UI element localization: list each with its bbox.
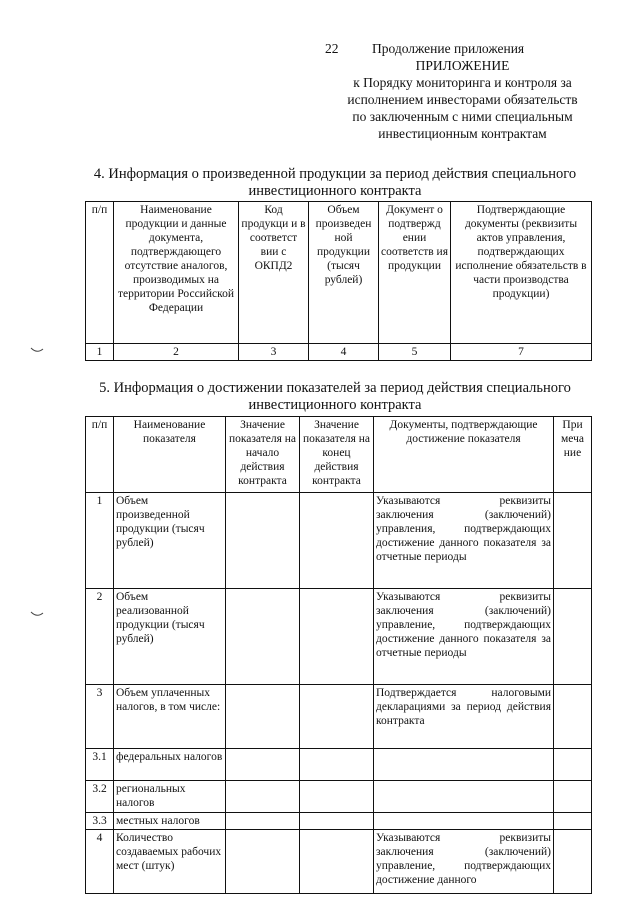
row-number: 4 <box>86 830 114 894</box>
start-value-cell <box>226 781 300 813</box>
start-value-cell <box>226 685 300 749</box>
notes-cell <box>554 830 592 894</box>
end-value-cell <box>300 830 374 894</box>
section5-title <box>80 380 590 414</box>
indicator-name: Количество создаваемых рабочих мест (штук) <box>114 830 226 894</box>
section4-table <box>85 201 592 361</box>
s4-header-code: Код продукци и в соответст вии с ОКПД2 <box>239 202 309 344</box>
start-value-cell <box>226 830 300 894</box>
s4-colnum: 2 <box>114 344 239 361</box>
table-row <box>86 813 592 830</box>
s5-header-start-value: Значение показателя на начало действия контракта <box>226 417 300 493</box>
indicator-name: региональных налогов <box>114 781 226 813</box>
s4-colnum: 3 <box>239 344 309 361</box>
s4-colnum: 7 <box>451 344 592 361</box>
documents-cell: Подтверждается налоговыми декларациями за период действия контракта <box>374 685 554 749</box>
row-number: 3.3 <box>86 813 114 830</box>
documents-cell: Указываются реквизиты заключения (заключений) управление, подтверждающих достижение данного <box>374 830 554 894</box>
row-number: 3.1 <box>86 749 114 781</box>
s5-header-name: Наименование показателя <box>114 417 226 493</box>
notes-cell <box>554 589 592 685</box>
s4-header-num: п/п <box>86 202 114 344</box>
s5-header-end-value: Значение показателя на конец действия контракта <box>300 417 374 493</box>
section5-table <box>85 416 592 894</box>
end-value-cell <box>300 589 374 685</box>
table-row <box>86 830 592 894</box>
scan-mark <box>30 610 44 618</box>
table-row <box>86 589 592 685</box>
appendix-label: ПРИЛОЖЕНИЕ <box>415 58 510 73</box>
notes-cell <box>554 685 592 749</box>
start-value-cell <box>226 589 300 685</box>
indicator-name: местных налогов <box>114 813 226 830</box>
indicator-name: Объем произведенной продукции (тысяч рублей) <box>114 493 226 589</box>
appendix-subtitle-line1: к Порядку мониторинга и контроля за <box>353 75 572 90</box>
end-value-cell <box>300 813 374 830</box>
documents-cell <box>374 749 554 781</box>
section4-title-line1: 4. Информация о произведенной продукции за период действия специального <box>93 166 577 182</box>
scan-mark <box>30 346 44 354</box>
indicator-name: федеральных налогов <box>114 749 226 781</box>
continuation-label: Продолжение приложения <box>372 41 525 56</box>
end-value-cell <box>300 493 374 589</box>
table-row <box>86 493 592 589</box>
notes-cell <box>554 813 592 830</box>
documents-cell: Указываются реквизиты заключения (заключений) управления, подтверждающих достижение данного показателя за отчетные периоды <box>374 493 554 589</box>
s4-header-conformity: Документ о подтвержд ении соответств ия продукции <box>379 202 451 344</box>
table-row <box>86 749 592 781</box>
s5-header-documents: Документы, подтверждающие достижение показателя <box>374 417 554 493</box>
s4-header-volume: Объем произведен ной продукции (тысяч рублей) <box>309 202 379 344</box>
notes-cell <box>554 493 592 589</box>
table-row <box>86 685 592 749</box>
table-row <box>86 781 592 813</box>
end-value-cell <box>300 749 374 781</box>
section4-title-line2: инвестиционного контракта <box>248 183 422 199</box>
row-number: 1 <box>86 493 114 589</box>
section5-title-line2: инвестиционного контракта <box>248 397 422 413</box>
section5-title-line1: 5. Информация о достижении показателей за период действия специального <box>99 380 571 396</box>
appendix-subtitle-line2: исполнением инвесторами обязательств <box>347 92 578 107</box>
s4-colnum: 5 <box>379 344 451 361</box>
indicator-name: Объем уплаченных налогов, в том числе: <box>114 685 226 749</box>
documents-cell <box>374 813 554 830</box>
row-number: 3 <box>86 685 114 749</box>
indicator-name: Объем реализованной продукции (тысяч рублей) <box>114 589 226 685</box>
s5-header-num: п/п <box>86 417 114 493</box>
s4-header-confirming-docs: Подтверждающие документы (реквизиты актов управления, подтверждающих исполнение обязательств в части производства продукции) <box>451 202 592 344</box>
start-value-cell <box>226 749 300 781</box>
row-number: 3.2 <box>86 781 114 813</box>
appendix-header <box>325 40 595 142</box>
section4-title <box>80 166 590 200</box>
end-value-cell <box>300 781 374 813</box>
row-number: 2 <box>86 589 114 685</box>
notes-cell <box>554 749 592 781</box>
s4-colnum: 1 <box>86 344 114 361</box>
s5-header-notes: При меча ние <box>554 417 592 493</box>
notes-cell <box>554 781 592 813</box>
end-value-cell <box>300 685 374 749</box>
documents-cell: Указываются реквизиты заключения (заключений) управление, подтверждающих достижение данного показателя за отчетные периоды <box>374 589 554 685</box>
page-number: 22 <box>325 41 339 56</box>
appendix-subtitle-line3: по заключенным с ними специальным <box>352 109 573 124</box>
documents-cell <box>374 781 554 813</box>
s4-colnum: 4 <box>309 344 379 361</box>
s4-header-name: Наименование продукции и данные документа, подтверждающего отсутствие аналогов, производимых на территории Российской Федерации <box>114 202 239 344</box>
appendix-subtitle-line4: инвестиционным контрактам <box>378 126 547 141</box>
start-value-cell <box>226 493 300 589</box>
start-value-cell <box>226 813 300 830</box>
